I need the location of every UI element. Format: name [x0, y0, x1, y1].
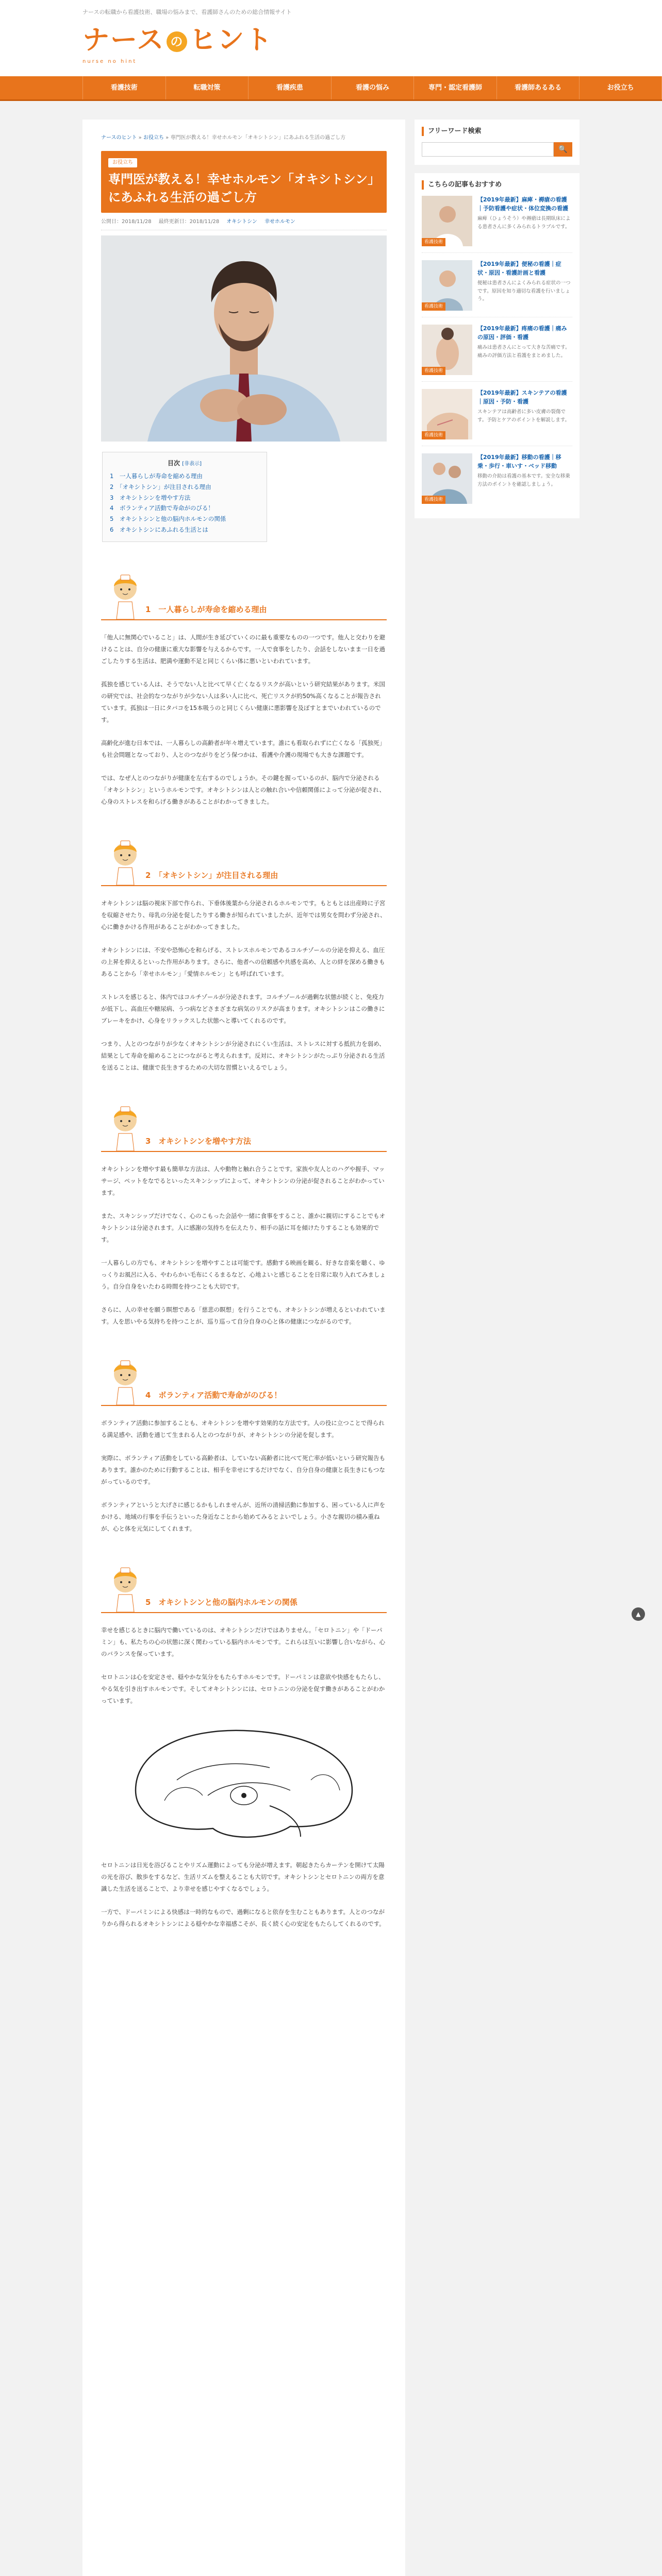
nav-item-oyakudachi[interactable]: お役立ち: [579, 76, 662, 99]
section-heading-block: [101, 1359, 387, 1406]
section-heading: 5 オキシトシンと他の脳内ホルモンの関係: [145, 1598, 297, 1607]
recommended-excerpt: 麻痺（ひょうそう）や褥瘡は長期臥床による患者さんに多くみられるトラブルです。: [477, 216, 571, 230]
article-section-1: [101, 573, 387, 808]
section-heading: 2 「オキシトシン」が注目される理由: [145, 871, 278, 880]
paragraph: セロトニンは心を安定させ、穏やかな気分をもたらすホルモンです。ドーパミンは意欲や快感をもたらし、やる気を引き出すホルモンです。そしてオキシトシンには、セロトニンの分泌を促す働きがあることがわかっています。: [101, 1673, 385, 1704]
toc-title-text: 目次: [167, 459, 180, 467]
breadcrumb: [101, 133, 387, 143]
recommended-category-badge: 看護技術: [422, 238, 445, 246]
recommended-title-link[interactable]: 【2019年最新】スキンテアの看護｜原因・予防・看護: [477, 389, 567, 405]
breadcrumb-separator: »: [137, 135, 143, 141]
recommended-title-link[interactable]: 【2019年最新】疼痛の看護｜痛みの原因・評価・看護: [477, 325, 567, 341]
recommended-thumbnail[interactable]: [422, 453, 472, 504]
nav-item-shikkan[interactable]: 看護疾患: [248, 76, 331, 99]
article-section-4: [101, 1359, 387, 1535]
paragraph: オキシトシンは脳の視床下部で作られ、下垂体後葉から分泌されるホルモンです。もともとは出産時に子宮を収縮させたり、母乳の分泌を促したりする働きが知られていましたが、近年では男女を問わず分泌され、心に働きかける作用があることがわかってきました。: [101, 899, 386, 930]
breadcrumb-home[interactable]: ナースのヒント: [101, 135, 137, 141]
logo-no-circle: の: [167, 31, 187, 52]
updated-date: 最終更新日：2018/11/28: [158, 218, 220, 225]
recommended-category-badge: 看護技術: [422, 496, 445, 504]
paragraph: オキシトシンには、不安や恐怖心を和らげる、ストレスホルモンであるコルチゾールの分泌を抑える、血圧の上昇を抑えるといった作用があります。さらに、他者への信頼感や共感を高め、人との絆を深める働きもあることから「幸せホルモン」「愛情ホルモン」とも呼ばれています。: [101, 946, 385, 977]
toc-title: [110, 457, 259, 469]
section-heading: 1 一人暮らしが寿命を縮める理由: [145, 605, 267, 615]
recommended-item[interactable]: [422, 453, 572, 510]
recommended-excerpt: スキンテアは高齢者に多い皮膚の裂傷です。予防とケアのポイントを解説します。: [477, 409, 570, 423]
search-form: [422, 142, 572, 157]
search-widget: [415, 120, 580, 165]
recommended-category-badge: 看護技術: [422, 302, 445, 311]
scroll-to-top-button[interactable]: [632, 1607, 645, 1621]
breadcrumb-current: 専門医が教える！幸せホルモン「オキシトシン」にあふれる生活の過ごし方: [170, 135, 346, 141]
recommended-widget-title: こちらの記事もおすすめ: [422, 180, 572, 190]
section-heading-block: [101, 1566, 387, 1613]
paragraph: では、なぜ人とのつながりが健康を左右するのでしょうか。その鍵を握っているのが、脳内で分泌される「オキシトシン」というホルモンです。オキシトシンは人との触れ合いや信頼関係によって分泌が促され、心身のストレスを和らげる働きがあることがわかってきました。: [101, 774, 385, 805]
recommended-item[interactable]: [422, 196, 572, 253]
publish-date: 公開日：2018/11/28: [101, 218, 152, 225]
paragraph: 孤独を感じている人は、そうでない人と比べて早く亡くなるリスクが高いという研究結果があります。米国の研究では、社会的なつながりが少ない人は多い人に比べ、死亡リスクが約50%高くなることが報告されています。孤独は一日にタバコを15本吸うのと同じくらい健康に悪影響を及ぼすとまでいわれているのです。: [101, 680, 385, 723]
article-section-5: [101, 1566, 387, 1930]
man-hands-on-chest-illustration: [101, 235, 387, 442]
search-icon: 🔍: [558, 145, 568, 154]
paragraph: また、スキンシップだけでなく、心のこもった会話や一緒に食事をすること、誰かに親切にすることでもオキシトシンは分泌されます。人に感謝の気持ちを伝えたり、相手の話に耳を傾けたりすることも効果的です。: [101, 1212, 386, 1243]
paragraph: 幸せを感じるときに脳内で働いているのは、オキシトシンだけではありません。「セロトニン」や「ドーパミン」も、私たちの心の状態に深く関わっている脳内ホルモンです。これらは互いに影響し合いながら、心のバランスを保っています。: [101, 1626, 385, 1657]
logo-text-1: ナース: [82, 25, 165, 56]
nav-item-senmon[interactable]: 専門・認定看護師: [413, 76, 496, 99]
paragraph: 実際に、ボランティア活動をしている高齢者は、していない高齢者に比べて死亡率が低いという研究報告もあります。誰かのために行動することは、相手を幸せにするだけでなく、自分自身の健康と長生きにもつながっているのです。: [101, 1454, 386, 1485]
search-input[interactable]: [422, 142, 554, 157]
nav-item-tenshoku[interactable]: 転職対策: [166, 76, 249, 99]
global-nav: [0, 76, 662, 101]
article-section-3: [101, 1105, 387, 1328]
article-meta: [101, 213, 387, 230]
tag-link-oxytocin[interactable]: オキシトシン: [226, 218, 257, 225]
toc-item[interactable]: 6 オキシトシンにあふれる生活とは: [110, 526, 208, 533]
article-section-2: [101, 839, 387, 1074]
recommended-thumbnail[interactable]: [422, 196, 472, 246]
nav-item-kango-gijutsu[interactable]: 看護技術: [82, 76, 166, 99]
recommended-excerpt: 移動の介助は看護の基本です。安全な移乗方法のポイントを確認しましょう。: [477, 473, 570, 487]
recommended-excerpt: 便秘は患者さんによくみられる症状の一つです。原因を知り適切な看護を行いましょう。: [477, 280, 571, 302]
recommended-title-link[interactable]: 【2019年最新】麻痺・褥瘡の看護｜予防看護や症状・体位変換の看護: [477, 196, 568, 212]
paragraph: セロトニンは日光を浴びることやリズム運動によっても分泌が増えます。朝起きたらカーテンを開けて太陽の光を浴び、散歩をするなど、生活リズムを整えることも大切です。オキシトシンとセロトニンの両方を意識した生活を送ることで、より幸せを感じやすくなるでしょう。: [101, 1861, 385, 1892]
paragraph: さらに、人の幸せを願う瞑想である「慈悲の瞑想」を行うことでも、オキシトシンが増えるといわれています。人を思いやる気持ちを持つことが、巡り巡って自分自身の心と体の健康につながるのです。: [101, 1306, 386, 1325]
search-button[interactable]: [554, 142, 572, 157]
recommended-widget: [415, 173, 580, 518]
recommended-item[interactable]: [422, 389, 572, 446]
section-heading: 4 ボランティア活動で寿命がのびる！: [145, 1391, 282, 1400]
table-of-contents: [102, 452, 267, 542]
paragraph: オキシトシンを増やす最も簡単な方法は、人や動物と触れ合うことです。家族や友人とのハグや握手、マッサージ、ペットをなでるといったスキンシップによって、オキシトシンの分泌が促されることがわかっています。: [101, 1165, 385, 1196]
section-heading-block: [101, 1105, 387, 1152]
arrow-up-icon: ▲: [636, 1611, 641, 1618]
site-header: [0, 0, 662, 76]
breadcrumb-category[interactable]: お役立ち: [143, 135, 164, 141]
paragraph: つまり、人とのつながりが少なくオキシトシンが分泌されにくい生活は、ストレスに対する抵抗力を弱め、結果として寿命を縮めることにつながると考えられます。反対に、オキシトシンがたっぷり分泌される生活を送ることは、健康で長生きするための大切な習慣といえるでしょう。: [101, 1040, 385, 1071]
nav-item-aruaru[interactable]: 看護師あるある: [496, 76, 580, 99]
toc-item[interactable]: 3 オキシトシンを増やす方法: [110, 494, 191, 501]
site-tagline: ナースの転職から看護技術、職場の悩みまで、看護師さんのための総合情報サイト: [82, 9, 292, 15]
recommended-excerpt: 痛みは患者さんにとって大きな苦痛です。痛みの評価方法と看護をまとめました。: [477, 345, 570, 359]
tag-link-happy-hormone[interactable]: 幸せホルモン: [264, 218, 295, 225]
toc-item[interactable]: 1 一人暮らしが寿命を縮める理由: [110, 472, 203, 480]
paragraph: ボランティアというと大げさに感じるかもしれませんが、近所の清掃活動に参加する、困っている人に声をかける、地域の行事を手伝うといった身近なことから始めてみるとよいでしょう。小さな親切の積み重ねが、心と体を元気にしてくれます。: [101, 1501, 386, 1532]
paragraph: 高齢化が進む日本では、一人暮らしの高齢者が年々増えています。誰にも看取られずに亡くなる「孤独死」も社会問題となっており、人とのつながりをどう保つかは、看護や介護の現場でも大きな課題です。: [101, 739, 386, 758]
brain-diagram-illustration: [115, 1718, 373, 1847]
section-heading-block: [101, 573, 387, 620]
article-category-badge[interactable]: お役立ち: [108, 158, 137, 167]
main-content: [82, 120, 405, 2576]
paragraph: ストレスを感じると、体内ではコルチゾールが分泌されます。コルチゾールが過剰な状態が続くと、免疫力が低下し、高血圧や糖尿病、うつ病などさまざまな病気のリスクが高まります。オキシトシンはこの働きにブレーキをかけ、心身をリラックスした状態へと導いてくれるのです。: [101, 993, 385, 1024]
recommended-category-badge: 看護技術: [422, 431, 445, 439]
paragraph: 「他人に無関心でいること」は、人間が生き延びていくのに最も重要なものの一つです。他人と交わりを避けることは、自分の健康に重大な影響を与えるからです。一人で食事をしたり、会話をしないまま一日を過ごしたりする生活は、肥満や運動不足と同じくらい体に悪いといわれています。: [101, 633, 386, 665]
recommended-thumbnail[interactable]: [422, 389, 472, 439]
recommended-thumbnail[interactable]: [422, 325, 472, 375]
paragraph: 一方で、ドーパミンによる快感は一時的なもので、過剰になると依存を生むこともあります。人とのつながりから得られるオキシトシンによる穏やかな幸福感こそが、長く続く心の安定をもたらしてくれるのです。: [101, 1908, 385, 1927]
site-logo[interactable]: [82, 27, 273, 66]
paragraph: 一人暮らしの方でも、オキシトシンを増やすことは可能です。感動する映画を観る、好きな音楽を聴く、ゆっくりお風呂に入る、やわらかい毛布にくるまるなど、心地よいと感じることを日常に取り入れてみましょう。自分自身をいたわる時間を持つことも大切です。: [101, 1259, 386, 1290]
search-widget-title: フリーワード検索: [422, 127, 572, 136]
sidebar: [415, 120, 580, 527]
recommended-item[interactable]: [422, 260, 572, 317]
nav-item-nayami[interactable]: 看護の悩み: [331, 76, 414, 99]
hero-image: [101, 235, 387, 442]
recommended-category-badge: 看護技術: [422, 367, 445, 375]
recommended-thumbnail[interactable]: [422, 260, 472, 311]
toc-item[interactable]: 5 オキシトシンと他の脳内ホルモンの関係: [110, 515, 226, 523]
page-title: 専門医が教える！幸せホルモン「オキシトシン」にあふれる生活の過ごし方: [108, 172, 374, 205]
recommended-title-link[interactable]: 【2019年最新】便秘の看護｜症状・原因・看護計画と看護: [477, 261, 561, 276]
toc-item[interactable]: 2 「オキシトシン」が注目される理由: [110, 483, 211, 491]
logo-text-2: ヒント: [189, 25, 273, 56]
logo-subtext: nurse no hint: [82, 59, 137, 64]
paragraph: ボランティア活動に参加することも、オキシトシンを増やす効果的な方法です。人の役に立つことで得られる満足感や、活動を通じて生まれる人とのつながりが、オキシトシンの分泌を促します。: [101, 1419, 385, 1438]
section-heading: 3 オキシトシンを増やす方法: [145, 1137, 251, 1146]
toc-hide-toggle[interactable]: [非表示]: [182, 461, 202, 467]
toc-item[interactable]: 4 ボランティア活動で寿命がのびる！: [110, 504, 214, 512]
recommended-item[interactable]: [422, 325, 572, 382]
breadcrumb-separator: »: [163, 135, 171, 141]
section-heading-block: [101, 839, 387, 886]
recommended-title-link[interactable]: 【2019年最新】移動の看護｜移乗・歩行・車いす・ベッド移動: [477, 454, 561, 469]
article-title-band: [101, 151, 387, 213]
